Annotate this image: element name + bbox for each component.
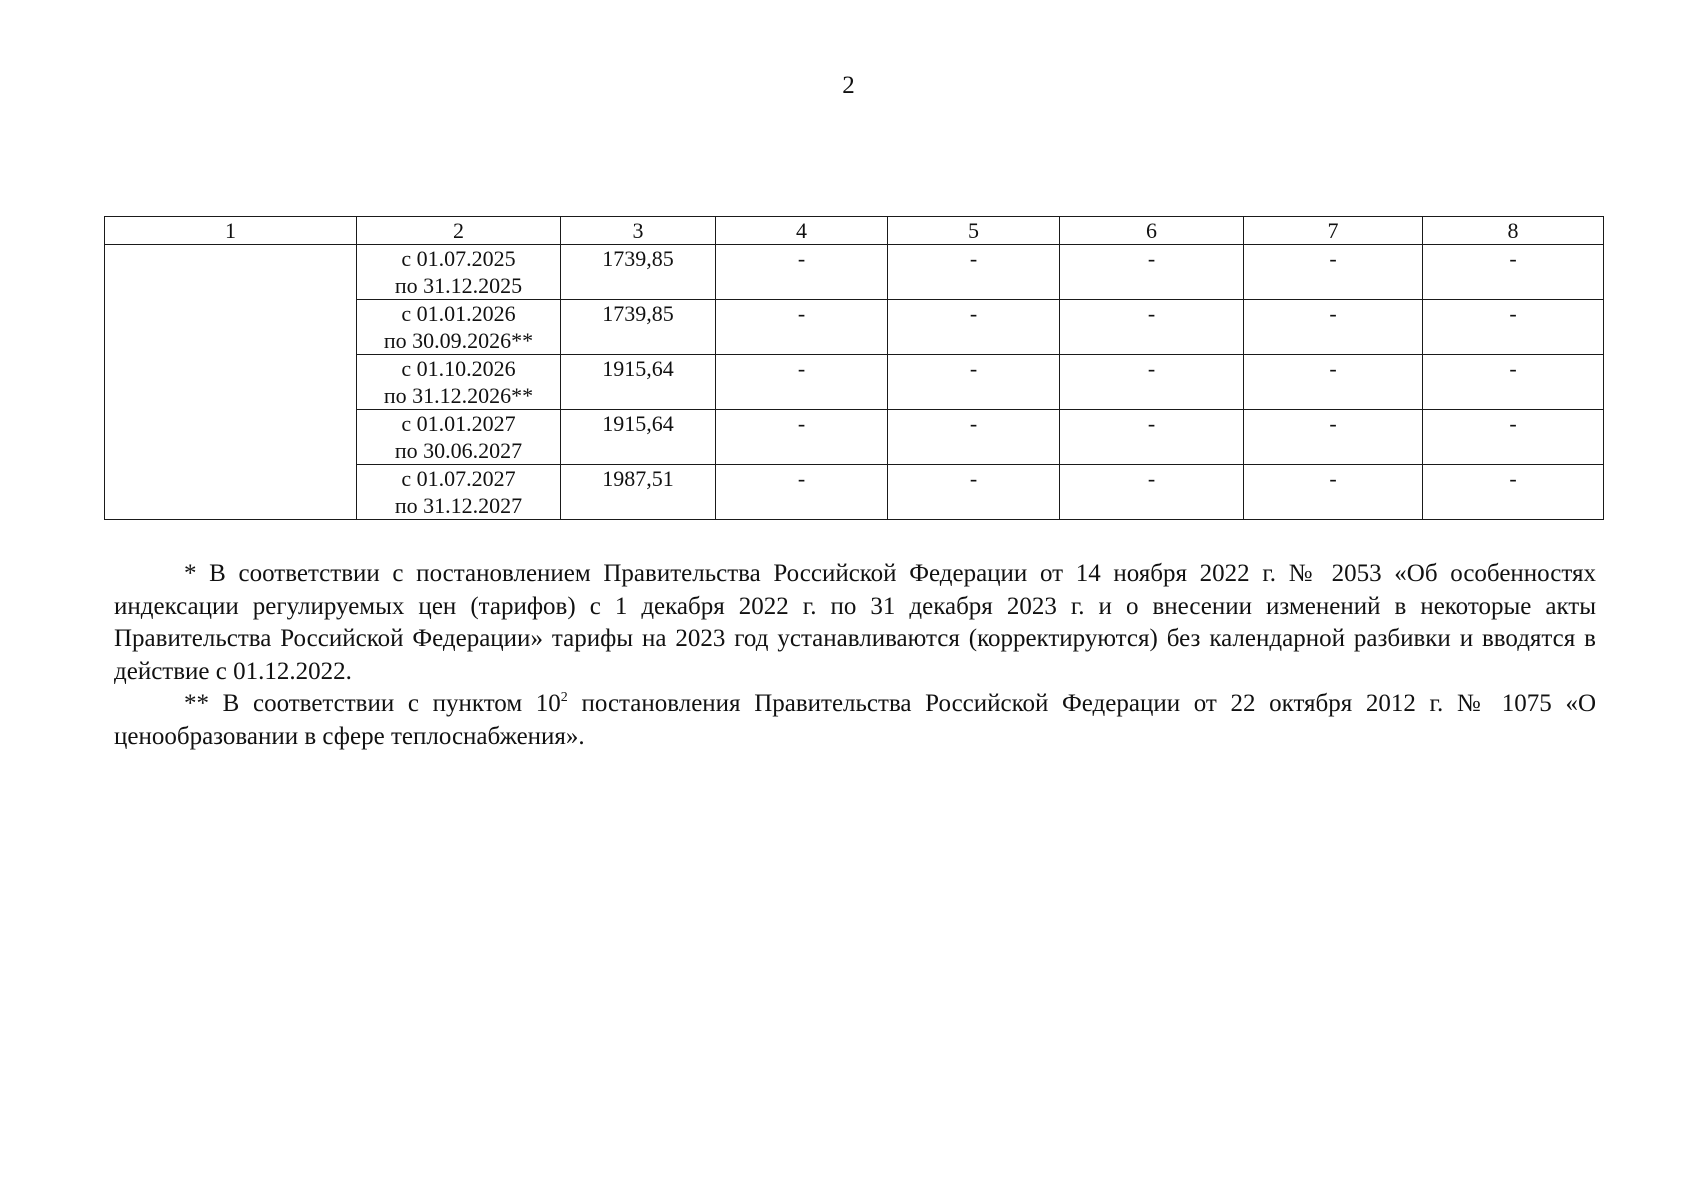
footnote-text-end: постановления Правительства Российской Федерации от 22 октября 2012 г. № 1075 «О ценообразовании в сфере теплоснабжения».	[114, 690, 1596, 750]
tariff-table	[104, 216, 1604, 520]
dash-cell: -	[888, 355, 1060, 410]
dash-cell: -	[1244, 465, 1423, 520]
tariff-value: 1987,51	[561, 465, 716, 520]
dash-cell: -	[716, 355, 888, 410]
period-from: с 01.07.2025	[401, 246, 516, 271]
dash-cell: -	[888, 245, 1060, 300]
period-cell	[357, 300, 561, 355]
tariff-value: 1739,85	[561, 245, 716, 300]
tariff-value: 1915,64	[561, 355, 716, 410]
footnotes	[114, 558, 1596, 753]
period-cell	[357, 245, 561, 300]
dash-cell: -	[1423, 465, 1604, 520]
table-row	[105, 245, 1604, 300]
dash-cell: -	[1060, 410, 1244, 465]
footnote-text-start: ** В соответствии с пунктом 10	[184, 690, 561, 717]
tariff-value: 1915,64	[561, 410, 716, 465]
dash-cell: -	[1244, 355, 1423, 410]
dash-cell: -	[716, 245, 888, 300]
period-cell	[357, 355, 561, 410]
dash-cell: -	[1244, 410, 1423, 465]
period-to: по 31.12.2025	[394, 273, 523, 298]
column-header-7: 7	[1244, 217, 1423, 245]
dash-cell: -	[888, 300, 1060, 355]
dash-cell: -	[1423, 410, 1604, 465]
period-from: с 01.01.2027	[401, 411, 516, 436]
dash-cell: -	[716, 300, 888, 355]
dash-cell: -	[716, 465, 888, 520]
period-to: по 30.09.2026**	[383, 328, 534, 353]
footnote-superscript: 2	[560, 690, 568, 705]
period-cell	[357, 410, 561, 465]
merged-column-1-cell	[105, 245, 357, 520]
dash-cell: -	[1423, 300, 1604, 355]
footnote-single-asterisk: * В соответствии с постановлением Правительства Российской Федерации от 14 ноября 2022 г. № 2053 «Об особенностях индексации регулируемых цен (тарифов) с 1 декабря 2022 г. по 31 декабря 2023 г. и о внесении изменений в некоторые акты Правительства Российской Федерации» тарифы на 2023 год устанавливаются (корректируются) без календарной разбивки и вводятся в действие с 01.12.2022.	[114, 560, 1596, 685]
dash-cell: -	[1060, 465, 1244, 520]
period-to: по 30.06.2027	[394, 438, 523, 463]
dash-cell: -	[888, 410, 1060, 465]
column-header-5: 5	[888, 217, 1060, 245]
dash-cell: -	[1244, 300, 1423, 355]
table-header-row	[105, 217, 1604, 245]
period-to: по 31.12.2026**	[383, 383, 534, 408]
dash-cell: -	[1060, 355, 1244, 410]
column-header-8: 8	[1423, 217, 1604, 245]
dash-cell: -	[716, 410, 888, 465]
dash-cell: -	[1060, 245, 1244, 300]
dash-cell: -	[888, 465, 1060, 520]
column-header-6: 6	[1060, 217, 1244, 245]
page-number: 2	[842, 72, 855, 99]
period-from: с 01.01.2026	[401, 301, 516, 326]
period-from: с 01.10.2026	[401, 356, 516, 381]
dash-cell: -	[1423, 245, 1604, 300]
period-cell	[357, 465, 561, 520]
column-header-1: 1	[105, 217, 357, 245]
column-header-2: 2	[357, 217, 561, 245]
dash-cell: -	[1060, 300, 1244, 355]
tariff-value: 1739,85	[561, 300, 716, 355]
dash-cell: -	[1244, 245, 1423, 300]
period-from: с 01.07.2027	[401, 466, 516, 491]
column-header-4: 4	[716, 217, 888, 245]
dash-cell: -	[1423, 355, 1604, 410]
footnote-double-asterisk	[114, 688, 1596, 753]
column-header-3: 3	[561, 217, 716, 245]
period-to: по 31.12.2027	[394, 493, 523, 518]
